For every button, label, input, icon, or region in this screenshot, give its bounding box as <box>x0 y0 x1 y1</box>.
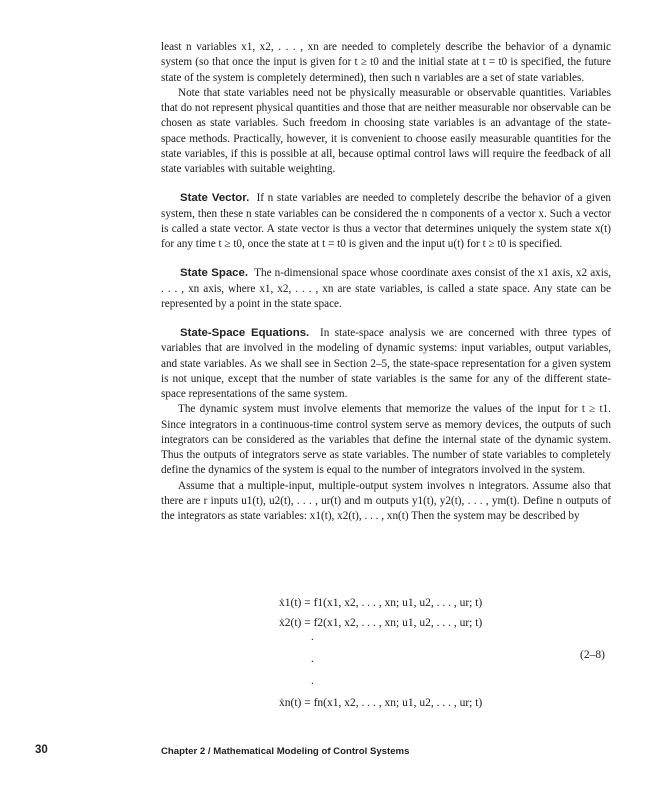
heading-state-vector: State Vector. <box>180 192 250 205</box>
paragraph-state-variables: least n variables x1, x2, . . . , xn are needed to completely describe the behavior of a dynamic system (so that once the input is given for t ≥ t0 and the initial state at t = t0 is specified, the future state of the system is completely determined), then such n variables are a set of state variables. <box>161 41 611 84</box>
paragraph-state-space <box>161 266 611 312</box>
equation-x1: ẋ1(t) = f1(x1, x2, . . . , xn; u1, u2, . . . , ur; t) <box>279 597 483 609</box>
paragraph-state-vector <box>161 191 611 252</box>
paragraph-state-space-equations <box>161 326 611 402</box>
state-space-text: The n-dimensional space whose coordinate axes consist of the x1 axis, x2 axis, . . . , xn axis, where x1, x2, . . . , xn are state variables, is called a state space. Any state can be represented by a point in the state space. <box>161 267 612 310</box>
ellipsis-dot: . <box>311 631 314 643</box>
ellipsis-dot: . <box>311 675 314 687</box>
heading-state-space-equations: State-Space Equations. <box>180 327 310 339</box>
equation-x2: ẋ2(t) = f2(x1, x2, . . . , xn; u1, u2, . . . , ur; t) <box>279 617 483 629</box>
paragraph-assume: Assume that a multiple-input, multiple-output system involves n integrators. Assume also that there are r inputs u1(t), u2(t), . . . , ur(t) and m outputs y1(t), y2(t), . . . , ym(t). Define n outputs of the integrators as state variables: x1(t), x2(t), . . . , xn(t) Then the system may be described by <box>161 479 611 522</box>
paragraph-measurability: Note that state variables need not be physically measurable or observable quantities. Variables that do not represent physical quantities and those that are neither measurable nor observable can be chosen as state variables. Such freedom in choosing state variables is an advantage of the state-space methods. Practically, however, it is convenient to choose easily measurable quantities for the state variables, if this is possible at all, because optimal control laws will require the feedback of all state variables with suitable weighting. <box>161 86 611 175</box>
body-text <box>161 40 611 524</box>
state-vector-text: If n state variables are needed to completely describe the behavior of a given system, then these n state variables can be considered the n components of a vector x. Such a vector is called a state vector. A state vector is thus a vector that determines uniquely the system state x(t) for any time t ≥ t0, once the state at t = t0 is given and the input u(t) for t ≥ t0 is specified. <box>161 192 612 250</box>
equation-number: (2–8) <box>580 649 605 661</box>
page-number: 30 <box>35 744 48 756</box>
state-space-equations-text: In state-space analysis we are concerned with three types of variables that are involved in the modeling of dynamic systems: input variables, output variables, and state variables. As we shall see in Section 2–5, the state-space representation for a given system is not unique, except that the number of state variables is the same for any of the different state-space representations of the same system. <box>161 327 612 400</box>
equation-xn: ẋn(t) = fn(x1, x2, . . . , xn; u1, u2, . . . , ur; t) <box>279 697 483 709</box>
ellipsis-dot: . <box>311 653 314 665</box>
running-footer: Chapter 2 / Mathematical Modeling of Control Systems <box>161 746 410 757</box>
heading-state-space: State Space. <box>180 267 249 280</box>
paragraph-dynamic-system: The dynamic system must involve elements that memorize the values of the input for t ≥ t1. Since integrators in a continuous-time control system serve as memory devices, the outputs of such integrators can be considered as the variables that define the internal state of the dynamic system. Thus the outputs of integrators serve as state variables. The number of state variables to completely define the dynamics of the system is equal to the number of integrators involved in the system. <box>161 403 611 477</box>
